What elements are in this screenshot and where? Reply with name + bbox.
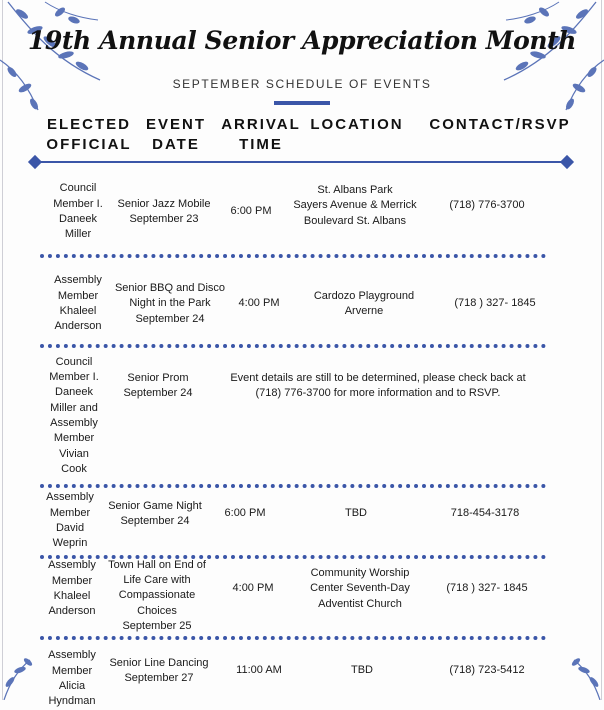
table-row-4-official: Assembly Member David Weprin bbox=[46, 491, 94, 550]
table-row-2-location: Cardozo Playground Arverne bbox=[313, 289, 415, 317]
table-row-6-time: 11:00 AM bbox=[236, 664, 282, 677]
table-row-1-event: Senior Jazz Mobile September 23 bbox=[117, 197, 211, 225]
table-row-1-time: 6:00 PM bbox=[230, 205, 272, 218]
table-row-6-event: Senior Line Dancing September 27 bbox=[109, 656, 209, 684]
table-row-5-time: 4:00 PM bbox=[232, 582, 274, 595]
floral-corner-bottom-right-icon bbox=[564, 652, 604, 700]
table-row-2-time: 4:00 PM bbox=[238, 297, 280, 310]
table-row-5-official: Assembly Member Khaleel Anderson bbox=[48, 559, 96, 618]
row-separator-3 bbox=[40, 484, 546, 488]
table-row-4-contact: 718-454-3178 bbox=[450, 507, 520, 520]
table-row-4-time: 6:00 PM bbox=[224, 507, 266, 520]
table-row-3-official: Council Member I. Daneek Miller and Assembly Member Vivian Cook bbox=[49, 355, 99, 475]
table-row-5-location: Community Worship Center Seventh-Day Adventist Church bbox=[310, 567, 410, 610]
table-row-2-contact: (718 ) 327- 1845 bbox=[454, 297, 536, 310]
table-row-6-contact: (718) 723-5412 bbox=[449, 664, 525, 677]
table-row-3-event: Senior Prom September 24 bbox=[123, 371, 193, 399]
row-separator-1 bbox=[40, 254, 546, 258]
table-row-5-event: Town Hall on End of Life Care with Compassionate Choices September 25 bbox=[108, 558, 206, 632]
page-subtitle: SEPTEMBER SCHEDULE OF EVENTS bbox=[172, 77, 432, 91]
subtitle-rule bbox=[274, 101, 330, 105]
header-location: LOCATION bbox=[310, 116, 404, 133]
table-row-4-location: TBD bbox=[345, 507, 367, 520]
table-row-1-location: St. Albans Park Sayers Avenue & Merrick Boulevard St. Albans bbox=[293, 184, 417, 227]
floral-corner-top-left-icon bbox=[0, 0, 130, 125]
table-row-2-event: Senior BBQ and Disco Night in the Park September 24 bbox=[114, 282, 226, 325]
header-rule-diamond-left-icon bbox=[28, 155, 42, 169]
header-event-date: EVENT DATE bbox=[145, 116, 206, 153]
header-contact-rsvp: CONTACT/RSVP bbox=[429, 116, 571, 133]
page-title: 19th Annual Senior Appreciation Month bbox=[27, 26, 577, 55]
table-row-4-event: Senior Game Night September 24 bbox=[108, 499, 202, 527]
row-separator-2 bbox=[40, 344, 546, 348]
table-row-5-contact: (718 ) 327- 1845 bbox=[446, 582, 528, 595]
table-row-6-official: Assembly Member Alicia Hyndman bbox=[48, 649, 96, 708]
table-row-2-official: Assembly Member Khaleel Anderson bbox=[54, 274, 102, 333]
table-row-1-official: Council Member I. Daneek Miller bbox=[53, 182, 103, 241]
row-separator-5 bbox=[40, 636, 546, 640]
header-rule-diamond-right-icon bbox=[560, 155, 574, 169]
table-row-1-contact: (718) 776-3700 bbox=[449, 199, 525, 212]
floral-corner-top-right-icon bbox=[474, 0, 604, 125]
header-elected-official: ELECTED OFFICIAL bbox=[46, 116, 132, 153]
table-row-3-note: Event details are still to be determined, please check back at (718) 776-3700 for more information and to RSVP. bbox=[230, 371, 526, 399]
header-arrival-time: ARRIVAL TIME bbox=[221, 116, 301, 153]
header-rule bbox=[38, 161, 564, 163]
table-row-6-location: TBD bbox=[351, 664, 373, 677]
